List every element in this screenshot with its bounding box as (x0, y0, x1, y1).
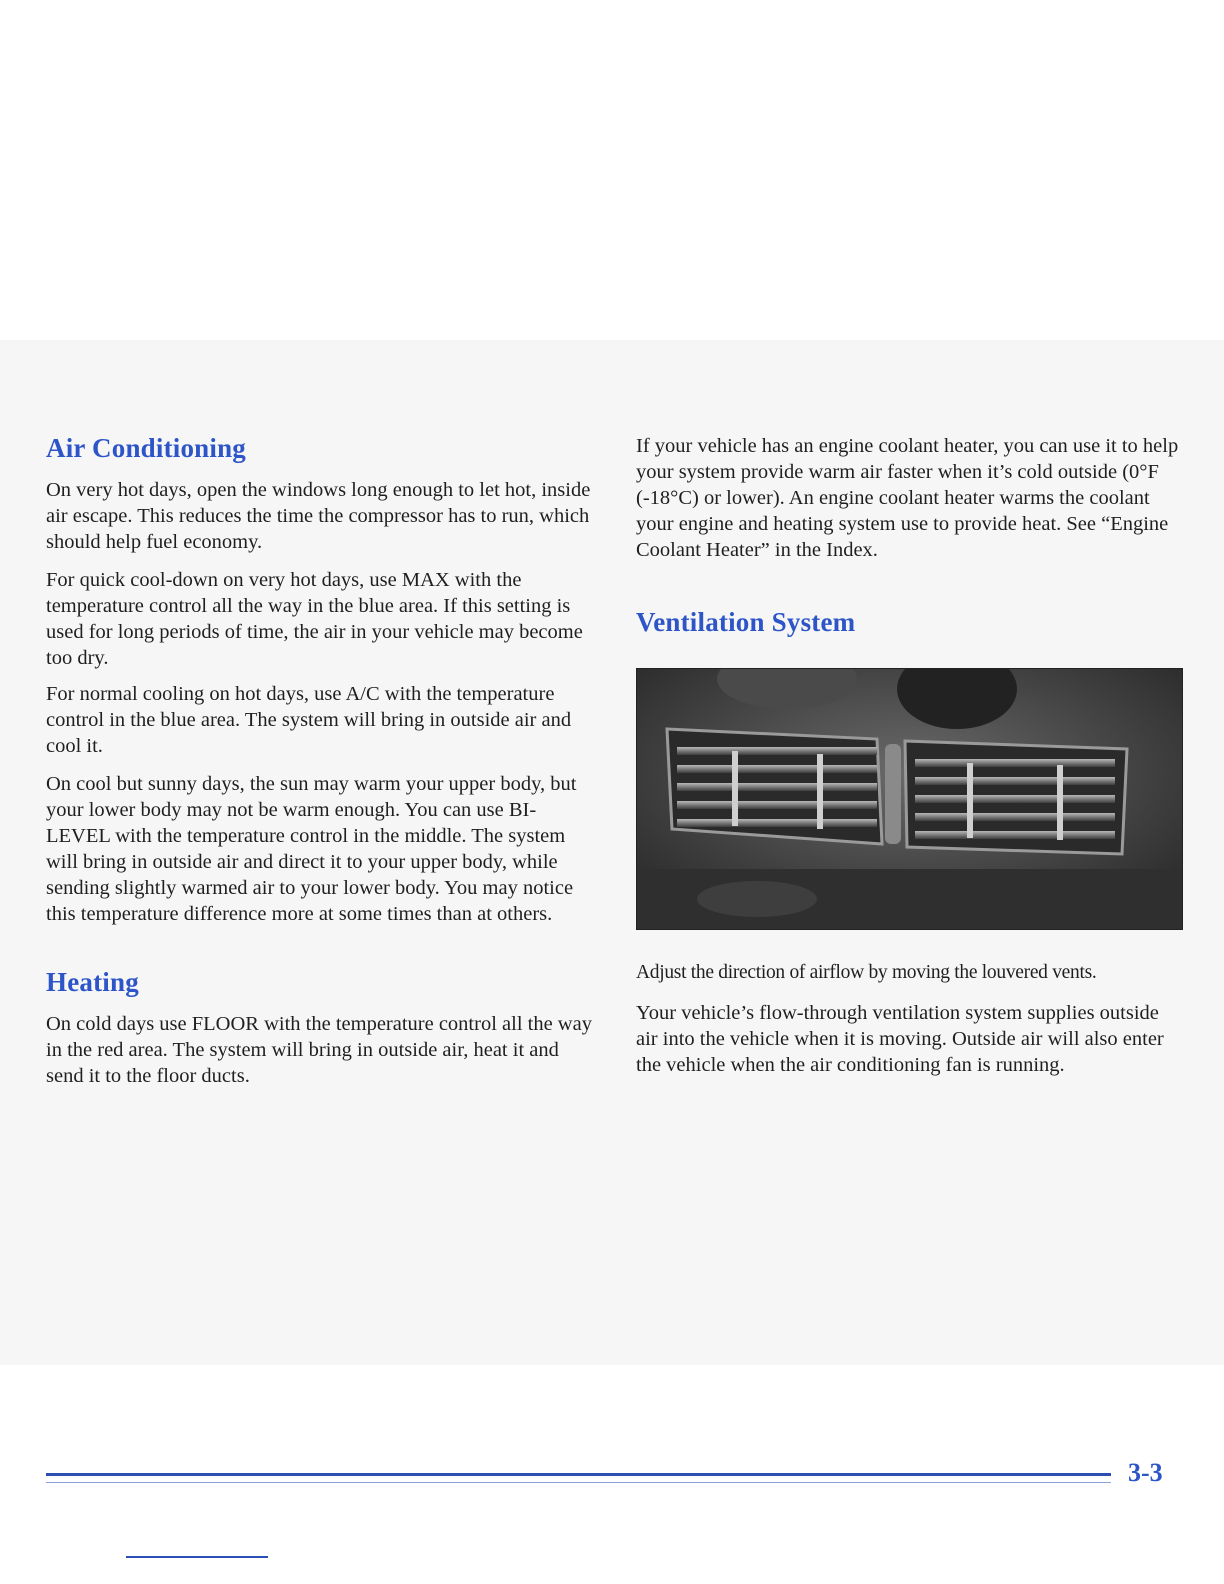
ac-paragraph-4: On cool but sunny days, the sun may warm your upper body, but your lower body may not be warm enough. You can use BI-LEVEL with the temperature control in the middle. The system will bring in outside air and direct it to your upper body, while sending slightly warmed air to your lower body. You may notice this temperature difference more at some times than at others. (46, 773, 577, 925)
ac-paragraph-1: On very hot days, open the windows long enough to let hot, inside air escape. This reduces the time the compressor has to run, which should help fuel economy. (46, 479, 591, 553)
vent-illustration (637, 669, 1182, 929)
heating-paragraph: On cold days use FLOOR with the temperature control all the way in the red area. The system will bring in outside air, heat it and send it to the floor ducts. (46, 1013, 592, 1087)
ventilation-paragraph: Your vehicle’s flow-through ventilation system supplies outside air into the vehicle when it is moving. Outside air will also enter the vehicle when the air conditioning fan is running. (636, 1002, 1164, 1076)
ac-paragraph-3: For normal cooling on hot days, use A/C with the temperature control in the blue area. The system will bring in outside air and cool it. (46, 683, 572, 757)
footer-rule-thin (46, 1482, 1111, 1483)
page-content (0, 340, 1224, 1487)
air-conditioning-heading: Air Conditioning (46, 433, 247, 463)
footer-rule (46, 1473, 1111, 1476)
ventilation-heading: Ventilation System (636, 607, 856, 637)
heating-heading: Heating (46, 967, 139, 997)
page-number: 3-3 (1128, 1458, 1163, 1487)
louvered-vents-photo (636, 668, 1183, 930)
ac-paragraph-2: For quick cool-down on very hot days, use MAX with the temperature control all the way in the blue area. If this setting is used for long periods of time, the air in your vehicle may become too dry. (46, 569, 583, 669)
coolant-heater-paragraph: If your vehicle has an engine coolant heater, you can use it to help your system provide warm air faster when it’s cold outside (0°F (-18°C) or lower). An engine coolant heater warms the coolant your engine and heating system use to provide heat. See “Engine Coolant Heater” in the Index. (636, 435, 1179, 561)
bottom-divider (126, 1556, 268, 1558)
photo-caption: Adjust the direction of airflow by moving the louvered vents. (636, 962, 1097, 983)
